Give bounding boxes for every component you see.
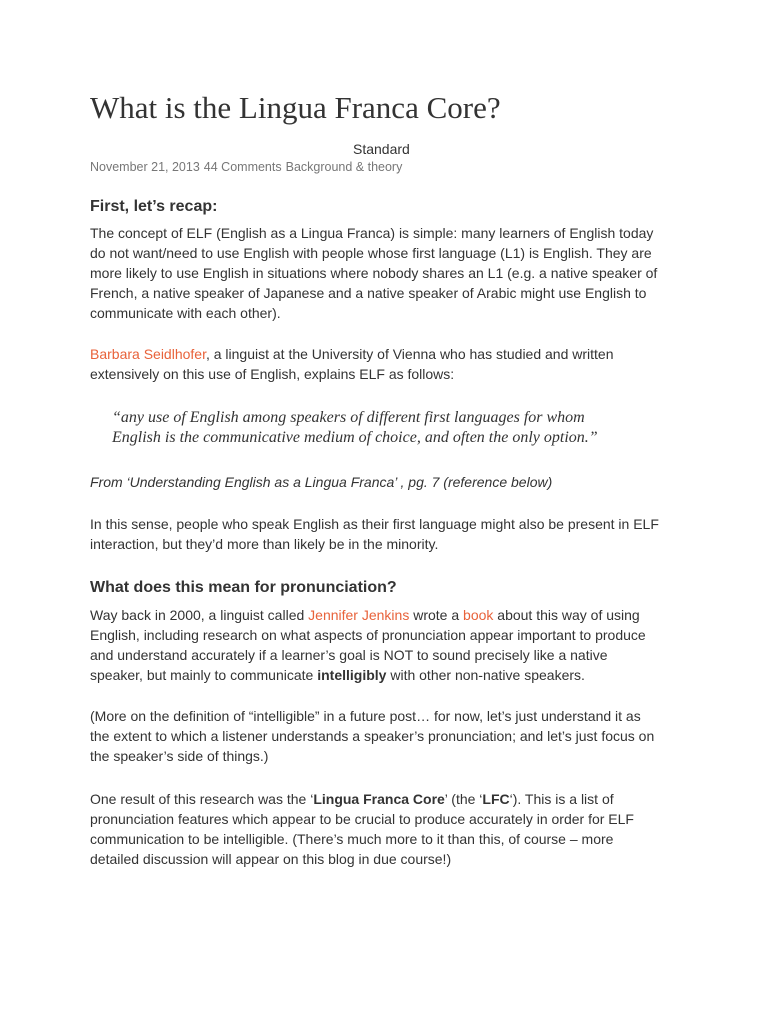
quote-line: “any use of English among speakers of different first languages for whom xyxy=(112,409,585,426)
post-title: What is the Lingua Franca Core? xyxy=(90,90,501,125)
paragraph-line: communication to be intelligible. (There’s much more to it than this, of course – more xyxy=(90,831,614,847)
post-date-link[interactable]: November 21, 2013 xyxy=(90,160,200,174)
jenkins-link[interactable]: Jennifer Jenkins xyxy=(308,607,410,623)
paragraph-line: English, including research on what aspects of pronunciation appear important to produce xyxy=(90,627,646,643)
quote-line: English is the communicative medium of choice, and often the only option.” xyxy=(112,429,598,446)
paragraph-text: about this way of using xyxy=(493,607,640,623)
section-heading-pronunciation: What does this mean for pronunciation? xyxy=(90,579,397,596)
comments-link[interactable]: 44 Comments xyxy=(203,160,282,174)
paragraph-line: communicate with each other). xyxy=(90,305,281,321)
paragraph-text: ‘). This is a list of xyxy=(509,791,614,807)
bold-intelligibly: intelligibly xyxy=(317,667,387,683)
paragraph-line: detailed discussion will appear on this blog in due course!) xyxy=(90,851,452,867)
quote-source: From ‘Understanding English as a Lingua Franca’ , pg. 7 (reference below) xyxy=(90,474,553,490)
paragraph-text: speaker, but mainly to communicate xyxy=(90,667,318,683)
paragraph-line: The concept of ELF (English as a Lingua Franca) is simple: many learners of English today xyxy=(90,225,654,241)
book-link[interactable]: book xyxy=(463,607,494,623)
paragraph-line: the speaker’s side of things.) xyxy=(90,748,269,764)
paragraph-line xyxy=(90,789,690,809)
paragraph-line xyxy=(90,665,690,685)
paragraph-elf-concept xyxy=(90,223,690,323)
paragraph-text: with other non-native speakers. xyxy=(386,667,585,683)
post-meta xyxy=(90,160,406,174)
paragraph-line: more likely to use English in situations where nobody shares an L1 (e.g. a native speaker of xyxy=(90,265,658,281)
paragraph-text: Way back in 2000, a linguist called xyxy=(90,607,309,623)
paragraph-line: and understand accurately if a learner’s goal is NOT to sound precisely like a native xyxy=(90,647,608,663)
paragraph-lfc xyxy=(90,789,690,869)
paragraph-line xyxy=(90,605,690,625)
paragraph-line: French, a native speaker of Japanese and a native speaker of Arabic might use English to xyxy=(90,285,647,301)
paragraph-line: In this sense, people who speak English as their first language might also be present in ELF xyxy=(90,516,659,532)
paragraph-text: , a linguist at the University of Vienna who has studied and written xyxy=(205,346,614,362)
paragraph-intelligible-definition xyxy=(90,706,690,766)
paragraph-line: the extent to which a listener understands a speaker’s pronunciation; and let’s just focus on xyxy=(90,728,655,744)
paragraph-jenkins xyxy=(90,605,690,685)
paragraph-line xyxy=(90,344,690,364)
elf-definition-quote xyxy=(112,408,672,448)
paragraph-text: wrote a xyxy=(409,607,464,623)
bold-lingua-franca-core: Lingua Franca Core xyxy=(313,791,445,807)
paragraph-line: interaction, but they’d more than likely be in the minority. xyxy=(90,536,439,552)
paragraph-text: ’ (the ‘ xyxy=(444,791,483,807)
seidlhofer-link[interactable]: Barbara Seidlhofer xyxy=(90,346,206,362)
paragraph-l1-speakers xyxy=(90,514,690,554)
post-format-label: Standard xyxy=(353,141,410,157)
paragraph-line: do not want/need to use English with people whose first language (L1) is English. They are xyxy=(90,245,652,261)
bold-lfc: LFC xyxy=(482,791,510,807)
paragraph-line: pronunciation features which appear to be crucial to produce accurately in order for ELF xyxy=(90,811,634,827)
paragraph-line: (More on the definition of “intelligible” in a future post… for now, let’s just understand it as xyxy=(90,708,641,724)
category-link[interactable]: Background & theory xyxy=(285,160,403,174)
paragraph-text: One result of this research was the ‘ xyxy=(90,791,314,807)
paragraph-line: extensively on this use of English, explains ELF as follows: xyxy=(90,366,455,382)
section-heading-recap: First, let’s recap: xyxy=(90,198,218,215)
paragraph-seidlhofer xyxy=(90,344,690,384)
